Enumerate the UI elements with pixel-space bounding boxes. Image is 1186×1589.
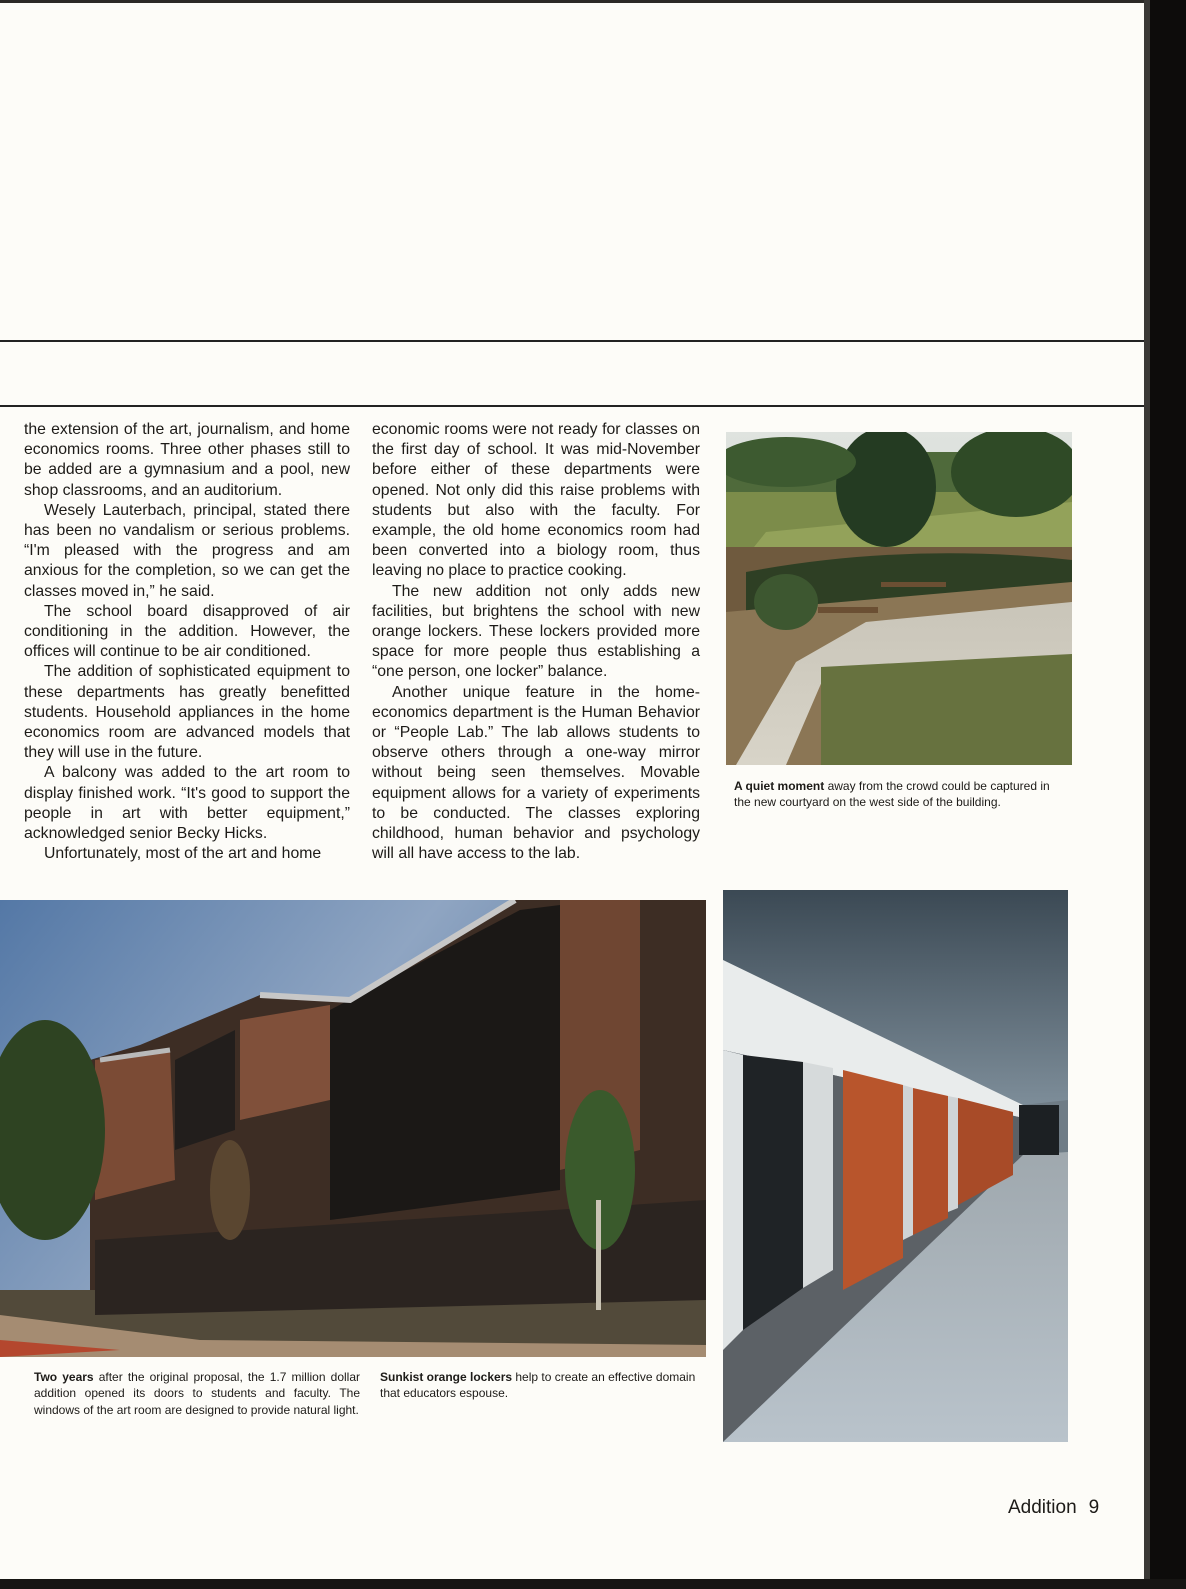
- paragraph: Wesely Lauterbach, principal, stated there has been no vandalism or serious problems. “I'm pleased with the progress and am anxious for the completion, so we can get the classes moved in,” he said.: [24, 501, 350, 600]
- building-exterior-photo: [0, 900, 706, 1357]
- paragraph: A balcony was added to the art room to display finished work. “It's good to support the people in art with better equipment,” acknowledged senior Becky Hicks.: [24, 764, 350, 843]
- hallway-caption: [380, 1369, 706, 1402]
- building-caption: [34, 1369, 360, 1418]
- locker-hallway-photo: [723, 890, 1068, 1442]
- page-number: 9: [1088, 1497, 1100, 1518]
- paragraph: the extension of the art, journalism, and home economics rooms. Three other phases still to be added are a gymnasium and a pool, new shop classrooms, and an auditorium.: [24, 421, 350, 499]
- page-bottom-edge: [0, 1579, 1186, 1589]
- paragraph: Another unique feature in the home-economics department is the Human Behavior or “People Lab.” The lab allows students to observe others through a one-way mirror without being seen themselves. Movable equipment allows for a variety of experiments to be conducted. The classes exploring childhood, human behavior and psychology will all have access to the lab.: [372, 683, 700, 863]
- article-column-2: [372, 420, 700, 864]
- paragraph: The school board disapproved of air conditioning in the addition. However, the offices will continue to be air conditioned.: [24, 602, 350, 661]
- binding-spine: [1150, 0, 1186, 1589]
- paragraph: economic rooms were not ready for classes on the first day of school. It was mid-November before either of these departments were opened. Not only did this raise problems with students but also with the faculty. For example, the old home economics room had been converted into a biology room, thus leaving no place to practice cooking.: [372, 421, 700, 580]
- caption-text: help to create an effective domain that educators espouse.: [380, 1370, 696, 1401]
- paragraph: The new addition not only adds new facilities, but brightens the school with new orange lockers. These lockers provided more space for more people thus establishing a “one person, one locker” balance.: [372, 582, 700, 681]
- article-column-1: [24, 420, 350, 864]
- folio-section: Addition: [1008, 1497, 1077, 1518]
- caption-lead: Two years: [34, 1370, 94, 1384]
- caption-lead: A quiet moment: [734, 779, 825, 793]
- page-top-edge: [0, 0, 1186, 3]
- header-rule: [0, 405, 1155, 407]
- courtyard-photo: [726, 432, 1072, 765]
- caption-text: away from the crowd could be captured in the new courtyard on the west side of the building.: [734, 779, 1050, 810]
- caption-lead: Sunkist orange lockers: [380, 1370, 513, 1384]
- page-folio: [1008, 1497, 1099, 1519]
- top-rule: [0, 340, 1150, 342]
- courtyard-caption: [734, 778, 1066, 811]
- caption-text: after the original proposal, the 1.7 million dollar addition opened its doors to students and faculty. The windows of the art room are designed to provide natural light.: [34, 1370, 360, 1417]
- paragraph: The addition of sophisticated equipment to these departments has greatly benefitted students. Household appliances in the home economics room are advanced models that they will use in the future.: [24, 663, 350, 762]
- paragraph: Unfortunately, most of the art and home: [44, 845, 322, 863]
